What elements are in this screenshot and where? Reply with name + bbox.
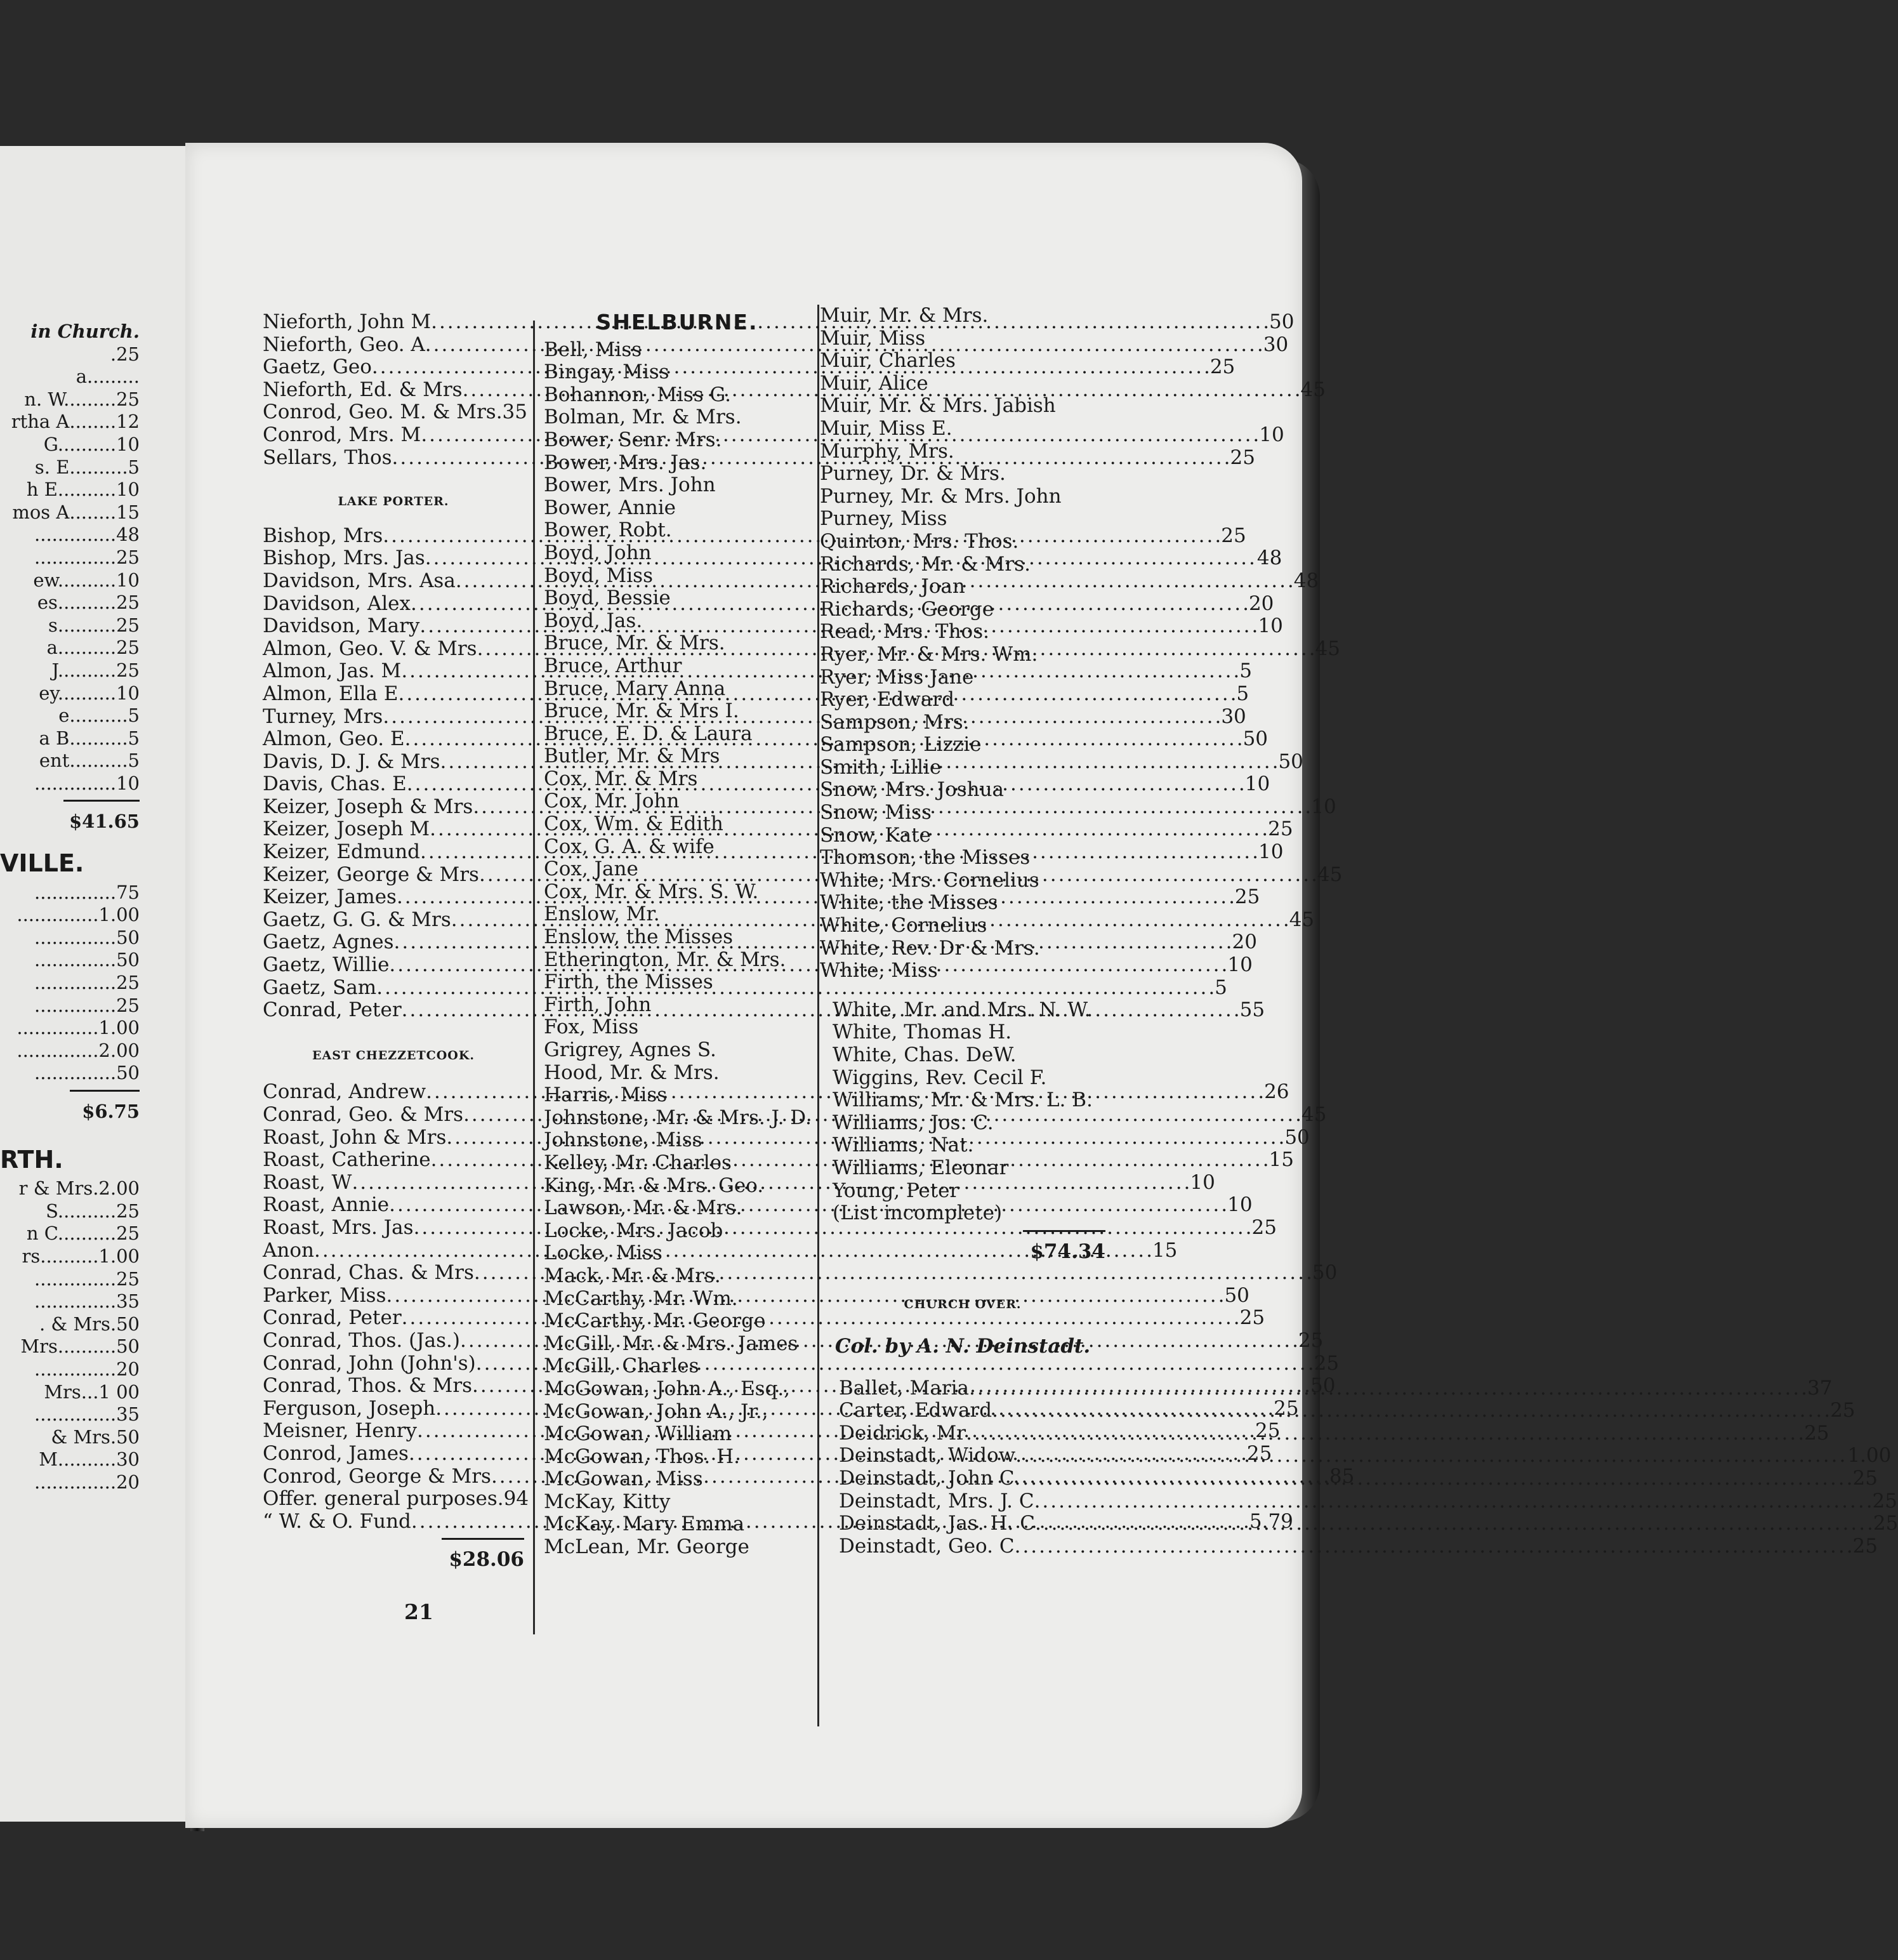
entry-name: Williams, Mr. & Mrs. L. B. bbox=[833, 1089, 1093, 1112]
entry-name: McGowan, Miss bbox=[544, 1467, 703, 1491]
entry-name: Muir, Mr. & Mrs. bbox=[820, 304, 989, 327]
entry-name: Keizer, James bbox=[263, 885, 397, 909]
entry-amount: .94 bbox=[497, 1487, 529, 1511]
facing-entry: ..............50 bbox=[34, 1062, 140, 1084]
entry-name: Keizer, Edmund bbox=[263, 840, 421, 864]
spacer bbox=[820, 983, 1105, 999]
entry-name: Purney, Mr. & Mrs. John bbox=[820, 484, 1062, 508]
entry-name: Almon, Jas. M bbox=[263, 659, 402, 683]
entry-amount: .10 bbox=[1221, 953, 1253, 977]
entry-name: Gaetz, Agnes bbox=[263, 930, 394, 954]
facing-entry: n. W.........25 bbox=[24, 388, 140, 410]
facing-total-1: $41.65 bbox=[69, 811, 140, 833]
entry-name: Etherington, Mr. & Mrs. bbox=[544, 948, 786, 971]
entry-amount: .45 bbox=[1282, 908, 1315, 931]
entry-amount: .10 bbox=[1221, 1193, 1253, 1217]
entry-name: Richards, Joan bbox=[820, 575, 965, 599]
facing-entry: e..........5 bbox=[58, 705, 140, 727]
facing-entry: .25 bbox=[110, 343, 140, 365]
entry-name: Bower, Mrs. John bbox=[544, 473, 716, 497]
entry-amount: .50 bbox=[1263, 310, 1295, 333]
entry-amount: .45 bbox=[1295, 1103, 1327, 1126]
facing-entry: ..............25 bbox=[34, 994, 140, 1016]
entry-name: Conrad, John (John's) bbox=[263, 1351, 476, 1375]
entry-name: Roast, Mrs. Jas bbox=[263, 1215, 414, 1239]
entry-name: McGowan, John A., Esq., bbox=[544, 1377, 791, 1400]
entry-amount: .48 bbox=[1287, 569, 1319, 592]
facing-entry: ..............2.00 bbox=[16, 1039, 140, 1061]
entry-name: McGowan, William bbox=[544, 1422, 732, 1446]
entry-name: Conrad, Peter bbox=[263, 998, 402, 1022]
entry-name: Roast, John & Mrs bbox=[263, 1125, 447, 1149]
facing-entry: a B..........5 bbox=[39, 727, 140, 749]
facing-entry: ..............50 bbox=[34, 949, 140, 971]
entry-name: Firth, John bbox=[544, 993, 652, 1016]
entry-name: Nieforth, Geo. A bbox=[263, 333, 425, 356]
entry-name: Muir, Miss bbox=[820, 326, 926, 350]
entry-amount: .50 bbox=[1272, 750, 1303, 773]
entry-name: Carter, Edward bbox=[839, 1399, 992, 1422]
entry-name: Quinton, Mrs. Thos. bbox=[820, 529, 1019, 553]
entry-amount: .25 bbox=[1267, 1396, 1299, 1420]
facing-entry: G..........10 bbox=[43, 433, 140, 455]
entry-amount: .45 bbox=[1294, 378, 1326, 401]
entry-name: McLean, Mr. George bbox=[544, 1535, 749, 1559]
entry-name: Richards, George bbox=[820, 597, 994, 621]
facing-entry: rtha A........12 bbox=[11, 411, 140, 433]
entry-amount: .25 bbox=[1215, 524, 1246, 547]
entry-name: Enslow, the Misses bbox=[544, 925, 733, 949]
entry-amount: .15 bbox=[1146, 1238, 1178, 1262]
entry-name: Muir, Mr. & Mrs. Jabish bbox=[820, 394, 1056, 418]
entry-name: Purney, Miss bbox=[820, 507, 947, 531]
leader-dots bbox=[1034, 1490, 1866, 1513]
entry-name: Bohannon, Miss G. bbox=[544, 383, 731, 406]
entry-amount: .25 bbox=[1292, 1328, 1324, 1352]
entry-amount: .26 bbox=[1258, 1080, 1289, 1104]
facing-entry: ..............10 bbox=[34, 772, 140, 794]
facing-entry: . & Mrs.50 bbox=[39, 1313, 140, 1335]
entry-name: Roast, W bbox=[263, 1170, 352, 1194]
entry-amount: .25 bbox=[1867, 1512, 1898, 1535]
entry-name: (List incomplete) bbox=[833, 1202, 1003, 1225]
entry-name: Williams, Jos. C. bbox=[833, 1111, 994, 1134]
entry-name: Bingay, Miss bbox=[544, 361, 669, 384]
east-chezzetcook-heading: EAST CHEZZETCOOK. bbox=[312, 1048, 475, 1063]
entry-name: Purney, Dr. & Mrs. bbox=[820, 462, 1006, 486]
entry-name: Ferguson, Joseph bbox=[263, 1396, 436, 1420]
entry-name: Cox, Wm. & Edith bbox=[544, 812, 723, 836]
entry-amount: .50 bbox=[1218, 1283, 1249, 1307]
entry-name: McGill, Charles bbox=[544, 1354, 699, 1378]
entry-name: Wiggins, Rev. Cecil F. bbox=[833, 1066, 1047, 1089]
entry-name: “ W. & O. Fund bbox=[263, 1509, 411, 1533]
entry-name: Snow, Kate bbox=[820, 823, 931, 847]
entry-amount: .5 bbox=[1233, 659, 1252, 683]
entry-amount: 48 bbox=[1256, 546, 1282, 570]
entry-name: Meisner, Henry bbox=[263, 1419, 418, 1443]
shelburne-heading: SHELBURNE. bbox=[596, 310, 758, 334]
entry-name: Gaetz, Geo bbox=[263, 355, 372, 379]
entry-name: Cox, Jane bbox=[544, 858, 638, 881]
facing-heading-2: VILLE. bbox=[0, 849, 84, 878]
entry-name: Harris, Miss bbox=[544, 1083, 668, 1107]
entry-name: Boyd, John bbox=[544, 541, 652, 564]
facing-entry: n C..........25 bbox=[26, 1222, 140, 1245]
entry-name: Almon, Ella E bbox=[263, 682, 399, 705]
entry-name: Cox, G. A. & wife bbox=[544, 835, 715, 858]
facing-total-2: $6.75 bbox=[82, 1101, 140, 1122]
entry-amount: .25 bbox=[1846, 1534, 1878, 1558]
column-1-total: $28.06 bbox=[449, 1548, 524, 1572]
entry-amount: .25 bbox=[1233, 1306, 1265, 1330]
entry-name: Nieforth, John M bbox=[263, 310, 432, 333]
entry-amount: .25 bbox=[1229, 885, 1260, 909]
entry-name: Deinstadt, Mrs. J. C bbox=[839, 1489, 1034, 1513]
church-over-heading: CHURCH OVER. bbox=[904, 1297, 1022, 1312]
facing-entry: ey..........10 bbox=[39, 682, 140, 704]
facing-page-fragment bbox=[0, 146, 198, 1822]
entry-amount: .35 bbox=[496, 401, 527, 424]
total-rule bbox=[442, 1538, 524, 1540]
entry-amount: .50 bbox=[1236, 727, 1269, 751]
entry-name: Bishop, Mrs. Jas bbox=[263, 546, 425, 570]
entry-name: Davidson, Alex bbox=[263, 592, 411, 615]
entry-name: Offer. general purposes bbox=[263, 1487, 498, 1511]
entry-amount: .10 bbox=[1183, 1170, 1215, 1194]
entry-name: Cox, Mr. & Mrs bbox=[544, 767, 698, 790]
entry-amount: .37 bbox=[1801, 1376, 1833, 1400]
entry-name: Ryer, Mr. & Mrs. Wm. bbox=[820, 642, 1038, 666]
entry-name: Boyd, Miss bbox=[544, 564, 653, 587]
entry-name: McCarthy, Mr. George bbox=[544, 1309, 766, 1333]
entry-name: Young, Peter bbox=[833, 1179, 959, 1202]
entry-name: Muir, Miss E. bbox=[820, 416, 952, 440]
facing-entry: es..........25 bbox=[37, 592, 140, 614]
facing-entry: ..............20 bbox=[34, 1471, 140, 1493]
entry-name: Conrad, Thos. & Mrs bbox=[263, 1374, 473, 1398]
facing-entry: ..............50 bbox=[34, 926, 140, 948]
entry-name: McCarthy, Mr. Wm. bbox=[544, 1287, 738, 1310]
entry-name: White, Mrs. Cornelius bbox=[820, 868, 1039, 892]
facing-entry: J..........25 bbox=[51, 659, 140, 681]
entry-name: Butler, Mr. & Mrs bbox=[544, 745, 720, 768]
entry-amount: .55 bbox=[1233, 998, 1265, 1022]
entry-amount: .30 bbox=[1256, 333, 1289, 356]
entry-amount: .10 bbox=[1253, 423, 1284, 446]
facing-entry: ..............1.00 bbox=[16, 904, 140, 926]
entry-name: Muir, Charles bbox=[820, 349, 956, 373]
entry-name: Muir, Alice bbox=[820, 371, 928, 395]
entry-name: McKay, Mary Emma bbox=[544, 1513, 745, 1536]
facing-entry: ent..........5 bbox=[39, 750, 140, 772]
entry-name: Thomson, the Misses bbox=[820, 846, 1031, 870]
facing-entry: M..........30 bbox=[39, 1448, 140, 1471]
entry-row bbox=[263, 1487, 529, 1511]
entry-amount: .10 bbox=[1252, 840, 1284, 864]
entry-name: White, Chas. DeW. bbox=[833, 1043, 1017, 1066]
entry-name: Conrad, Geo. & Mrs bbox=[263, 1103, 464, 1126]
entry-name: Conrad, Chas. & Mrs bbox=[263, 1261, 474, 1285]
facing-entry: ..............25 bbox=[34, 972, 140, 994]
entry-name: Conrad, Andrew bbox=[263, 1080, 426, 1104]
leader-dots bbox=[969, 1374, 1801, 1400]
facing-entry: a..........25 bbox=[46, 637, 140, 659]
facing-entry: ..............48 bbox=[34, 524, 140, 546]
entry-name: Locke, Mrs. Jacob bbox=[544, 1219, 723, 1242]
entry-name: Ryer, Edward bbox=[820, 688, 954, 712]
facing-entry: ..............35 bbox=[34, 1403, 140, 1426]
entry-name: Bower, Annie bbox=[544, 496, 676, 519]
entry-name: Hood, Mr. & Mrs. bbox=[544, 1061, 720, 1084]
entry-row bbox=[839, 1534, 1878, 1558]
entry-name: Snow, Mrs. Joshua bbox=[820, 778, 1005, 802]
entry-name: Boyd, Bessie bbox=[544, 586, 671, 610]
column-2 bbox=[544, 311, 810, 1559]
facing-entry: & Mrs.50 bbox=[51, 1426, 140, 1448]
entry-name: Cox, Mr. John bbox=[544, 790, 680, 813]
facing-entry: r & Mrs.2.00 bbox=[18, 1177, 140, 1200]
entry-name: Snow, Miss bbox=[820, 801, 932, 824]
entry-amount: .20 bbox=[1225, 930, 1257, 954]
lake-porter-heading: LAKE PORTER. bbox=[338, 494, 449, 509]
entry-name: Bruce, Mr. & Mrs. bbox=[544, 632, 725, 655]
entry-name: Read, Mrs. Thos. bbox=[820, 620, 989, 644]
entry-name: White, Cornelius bbox=[820, 914, 987, 937]
entry-name: Davis, Chas. E bbox=[263, 772, 407, 796]
entry-amount: .45 bbox=[1311, 863, 1343, 886]
entry-name: Bruce, Arthur bbox=[544, 654, 682, 677]
entry-name: Bell, Miss bbox=[544, 338, 642, 361]
entry-name: Sellars, Thos bbox=[263, 446, 392, 469]
entry-name: Bruce, Mary Anna bbox=[544, 677, 726, 700]
total-rule bbox=[63, 800, 140, 802]
entry-name: Anon bbox=[263, 1238, 314, 1262]
entry-name: Smith, Lillie bbox=[820, 755, 942, 779]
shelburne-list bbox=[544, 339, 810, 1559]
entry-name: White, the Misses bbox=[820, 891, 998, 915]
entry-name: Conrod, George & Mrs bbox=[263, 1464, 491, 1488]
entry-name: Cox, Mr. & Mrs. S. W. bbox=[544, 880, 759, 903]
leader-dots bbox=[1015, 1535, 1847, 1558]
entry-name: Boyd, Jas. bbox=[544, 609, 643, 632]
facing-entry: ..............20 bbox=[34, 1358, 140, 1380]
entry-amount: .45 bbox=[1308, 637, 1340, 660]
entry-name: Deinstadt, John C bbox=[839, 1466, 1015, 1490]
entry-name: McGowan, Thos. H. bbox=[544, 1445, 741, 1468]
entry-row bbox=[839, 1421, 1829, 1445]
entry-name: Williams, Nat. bbox=[833, 1134, 974, 1157]
entry-name: Roast, Annie bbox=[263, 1193, 390, 1217]
entry-name: McGill, Mr. & Mrs. James bbox=[544, 1332, 798, 1355]
entry-amount: .50 bbox=[1278, 1125, 1310, 1149]
entry-name: Conrod, Geo. M. & Mrs bbox=[263, 401, 496, 424]
shelburne-list-continued bbox=[820, 305, 1105, 983]
entry-name: Lawson, Mr. & Mrs. bbox=[544, 1196, 742, 1220]
facing-page-column bbox=[0, 321, 140, 1494]
entry-amount: .5 bbox=[1208, 976, 1227, 999]
entry-name: Keizer, Joseph & Mrs bbox=[263, 795, 473, 818]
facing-entry: ..............35 bbox=[34, 1290, 140, 1313]
entry-amount: .10 bbox=[1251, 614, 1283, 638]
entry-name: Richards, Mr. & Mrs. bbox=[820, 552, 1031, 576]
entry-name: Bruce, E. D. & Laura bbox=[544, 722, 753, 745]
entry-name: Bower, Robt. bbox=[544, 519, 672, 542]
facing-entry: ..............25 bbox=[34, 1268, 140, 1290]
entry-amount: .5.79 bbox=[1243, 1509, 1293, 1533]
entry-name: Conrod, James bbox=[263, 1441, 409, 1465]
entry-name: Parker, Miss bbox=[263, 1283, 386, 1307]
entry-name: Sampson, Mrs. bbox=[820, 710, 970, 734]
entry-row bbox=[839, 1399, 1855, 1422]
entry-amount: .85 bbox=[1323, 1464, 1355, 1488]
facing-entry: Mrs..........50 bbox=[20, 1335, 140, 1358]
entry-amount: .25 bbox=[1245, 1215, 1277, 1239]
entry-amount: .20 bbox=[1242, 592, 1274, 615]
facing-entry: S..........25 bbox=[46, 1200, 140, 1222]
entry-amount: .15 bbox=[1262, 1148, 1294, 1172]
facing-heading-3: RTH. bbox=[0, 1145, 63, 1174]
entry-name: Grigrey, Agnes S. bbox=[544, 1038, 716, 1061]
facing-entry: ..............25 bbox=[34, 546, 140, 568]
entry-name: Keizer, Joseph M bbox=[263, 818, 430, 841]
entry-name: Firth, the Misses bbox=[544, 970, 713, 994]
entry-name: McKay, Kitty bbox=[544, 1490, 671, 1513]
facing-entry: mos A........15 bbox=[12, 501, 140, 523]
entry-name: Davidson, Mary bbox=[263, 614, 420, 638]
entry-name: Davidson, Mrs. Asa bbox=[263, 569, 456, 592]
total-rule bbox=[70, 1090, 140, 1092]
entry-name: Bruce, Mr. & Mrs I. bbox=[544, 699, 739, 723]
entry-name: Keizer, George & Mrs bbox=[263, 863, 479, 886]
facing-entry: s. E..........5 bbox=[34, 456, 140, 478]
entry-amount: .25 bbox=[1241, 1441, 1272, 1465]
leader-dots bbox=[966, 1419, 1798, 1445]
entry-amount: .25 bbox=[1846, 1466, 1878, 1490]
entry-name: Turney, Mrs bbox=[263, 705, 383, 728]
entry-amount: .50 bbox=[1306, 1261, 1338, 1285]
entry-name: Almon, Geo. E bbox=[263, 727, 405, 751]
entry-name: Bower, Senr. Mrs. bbox=[544, 428, 722, 451]
shelburne-total: $74.34 bbox=[1030, 1240, 1105, 1263]
facing-rows-2 bbox=[0, 882, 140, 1085]
entry-amount: .10 bbox=[1305, 795, 1336, 818]
entry-name: Gaetz, G. G. & Mrs bbox=[263, 908, 451, 931]
facing-entry: ew..........10 bbox=[33, 569, 140, 591]
entry-amount: .25 bbox=[1223, 446, 1255, 469]
entry-name: Mack, Mr. & Mrs. bbox=[544, 1264, 721, 1287]
entry-amount: .25 bbox=[1866, 1489, 1897, 1513]
entry-name: Williams, Eleonar bbox=[833, 1156, 1009, 1179]
entry-row bbox=[263, 401, 527, 424]
entry-name: Almon, Geo. V. & Mrs bbox=[263, 637, 477, 660]
facing-rows-1 bbox=[0, 343, 140, 795]
facing-entry: a......... bbox=[76, 366, 140, 388]
entry-name: Deinstadt, Widow bbox=[839, 1444, 1016, 1467]
entry-amount: .25 bbox=[1798, 1421, 1829, 1445]
entry-amount: .50 bbox=[1304, 1374, 1336, 1398]
leader-dots bbox=[1015, 1441, 1847, 1467]
facing-entry: rs..........1.00 bbox=[22, 1245, 140, 1267]
entry-amount: 1.00 bbox=[1847, 1444, 1892, 1467]
leader-dots bbox=[992, 1396, 1824, 1422]
entry-name: Johnstone, Mr. & Mrs. J. D. bbox=[544, 1106, 812, 1129]
entry-name: Bolman, Mr. & Mrs. bbox=[544, 406, 742, 429]
entry-name: Conrad, Thos. (Jas.) bbox=[263, 1328, 460, 1352]
total-rule bbox=[1023, 1230, 1105, 1232]
entry-name: Deidrick, Mr bbox=[839, 1421, 966, 1445]
facing-entry: ..............75 bbox=[34, 881, 140, 903]
facing-entry: Mrs...1 00 bbox=[44, 1381, 140, 1403]
leader-dots bbox=[402, 1307, 1234, 1330]
entry-name: Ryer, Miss Jane bbox=[820, 665, 974, 689]
collector-line: Col. by A. N. Deinstadt. bbox=[834, 1334, 1091, 1358]
entry-name: White, Miss bbox=[820, 959, 938, 983]
shelburne-list-continued-2 bbox=[820, 999, 1105, 1225]
entry-amount: .10 bbox=[1238, 772, 1270, 796]
entry-amount: .25 bbox=[1203, 355, 1236, 379]
entry-amount: .25 bbox=[1262, 818, 1293, 841]
entry-name: Roast, Catherine bbox=[263, 1148, 431, 1172]
entry-name: White, Mr. and Mrs. N. W. bbox=[833, 998, 1091, 1021]
entry-name: Davis, D. J. & Mrs bbox=[263, 750, 440, 773]
entry-amount: .5 bbox=[1230, 682, 1249, 705]
entry-amount: .25 bbox=[1824, 1399, 1855, 1422]
entry-name: Bower, Mrs. Jas. bbox=[544, 451, 707, 474]
entry-name: Bishop, Mrs bbox=[263, 524, 383, 547]
facing-heading: in Church. bbox=[30, 321, 140, 342]
entry-name: Ballet, Maria bbox=[839, 1376, 970, 1400]
entry-amount: .25 bbox=[1249, 1419, 1281, 1443]
entry-name: Johnstone, Miss bbox=[544, 1129, 702, 1152]
entry-name: Deinstadt, Geo. C bbox=[839, 1534, 1015, 1558]
entry-amount: .30 bbox=[1215, 705, 1246, 728]
entry-name: Nieforth, Ed. & Mrs bbox=[263, 378, 463, 401]
page bbox=[185, 143, 1898, 1828]
entry-name: Conrad, Peter bbox=[263, 1306, 402, 1330]
entry-name: Enslow, Mr. bbox=[544, 903, 660, 926]
entry-name: White, Rev. Dr & Mrs. bbox=[820, 936, 1040, 960]
leader-dots bbox=[1035, 1509, 1867, 1535]
facing-entry: ..............1.00 bbox=[16, 1017, 140, 1039]
entry-name: Sampson, Lizzie bbox=[820, 733, 982, 757]
entry-row bbox=[839, 1489, 1897, 1513]
entry-name: Locke, Miss bbox=[544, 1242, 662, 1265]
entry-name: Murphy, Mrs. bbox=[820, 439, 954, 463]
entry-name: Fox, Miss bbox=[544, 1016, 639, 1039]
entry-name: King, Mr. & Mrs. Geo. bbox=[544, 1174, 764, 1197]
entry-name: McGowan, John A., Jr., bbox=[544, 1400, 768, 1423]
leader-dots bbox=[402, 999, 1234, 1022]
entry-name: Gaetz, Sam bbox=[263, 976, 377, 999]
facing-rows-3 bbox=[0, 1177, 140, 1493]
facing-entry: h E..........10 bbox=[26, 479, 140, 501]
entry-name: Deinstadt, Jas. H. C bbox=[839, 1512, 1035, 1535]
entry-name: Gaetz, Willie bbox=[263, 953, 390, 977]
entry-name: Conrod, Mrs. M bbox=[263, 423, 421, 446]
entry-name: Kelley, Mr. Charles bbox=[544, 1151, 732, 1174]
leader-dots bbox=[401, 660, 1233, 683]
leader-dots bbox=[1015, 1464, 1847, 1490]
entry-amount: .25 bbox=[1307, 1351, 1340, 1375]
entry-name: White, Thomas H. bbox=[833, 1021, 1012, 1044]
page-number: 21 bbox=[404, 1599, 433, 1624]
facing-entry: s..........25 bbox=[48, 614, 140, 636]
